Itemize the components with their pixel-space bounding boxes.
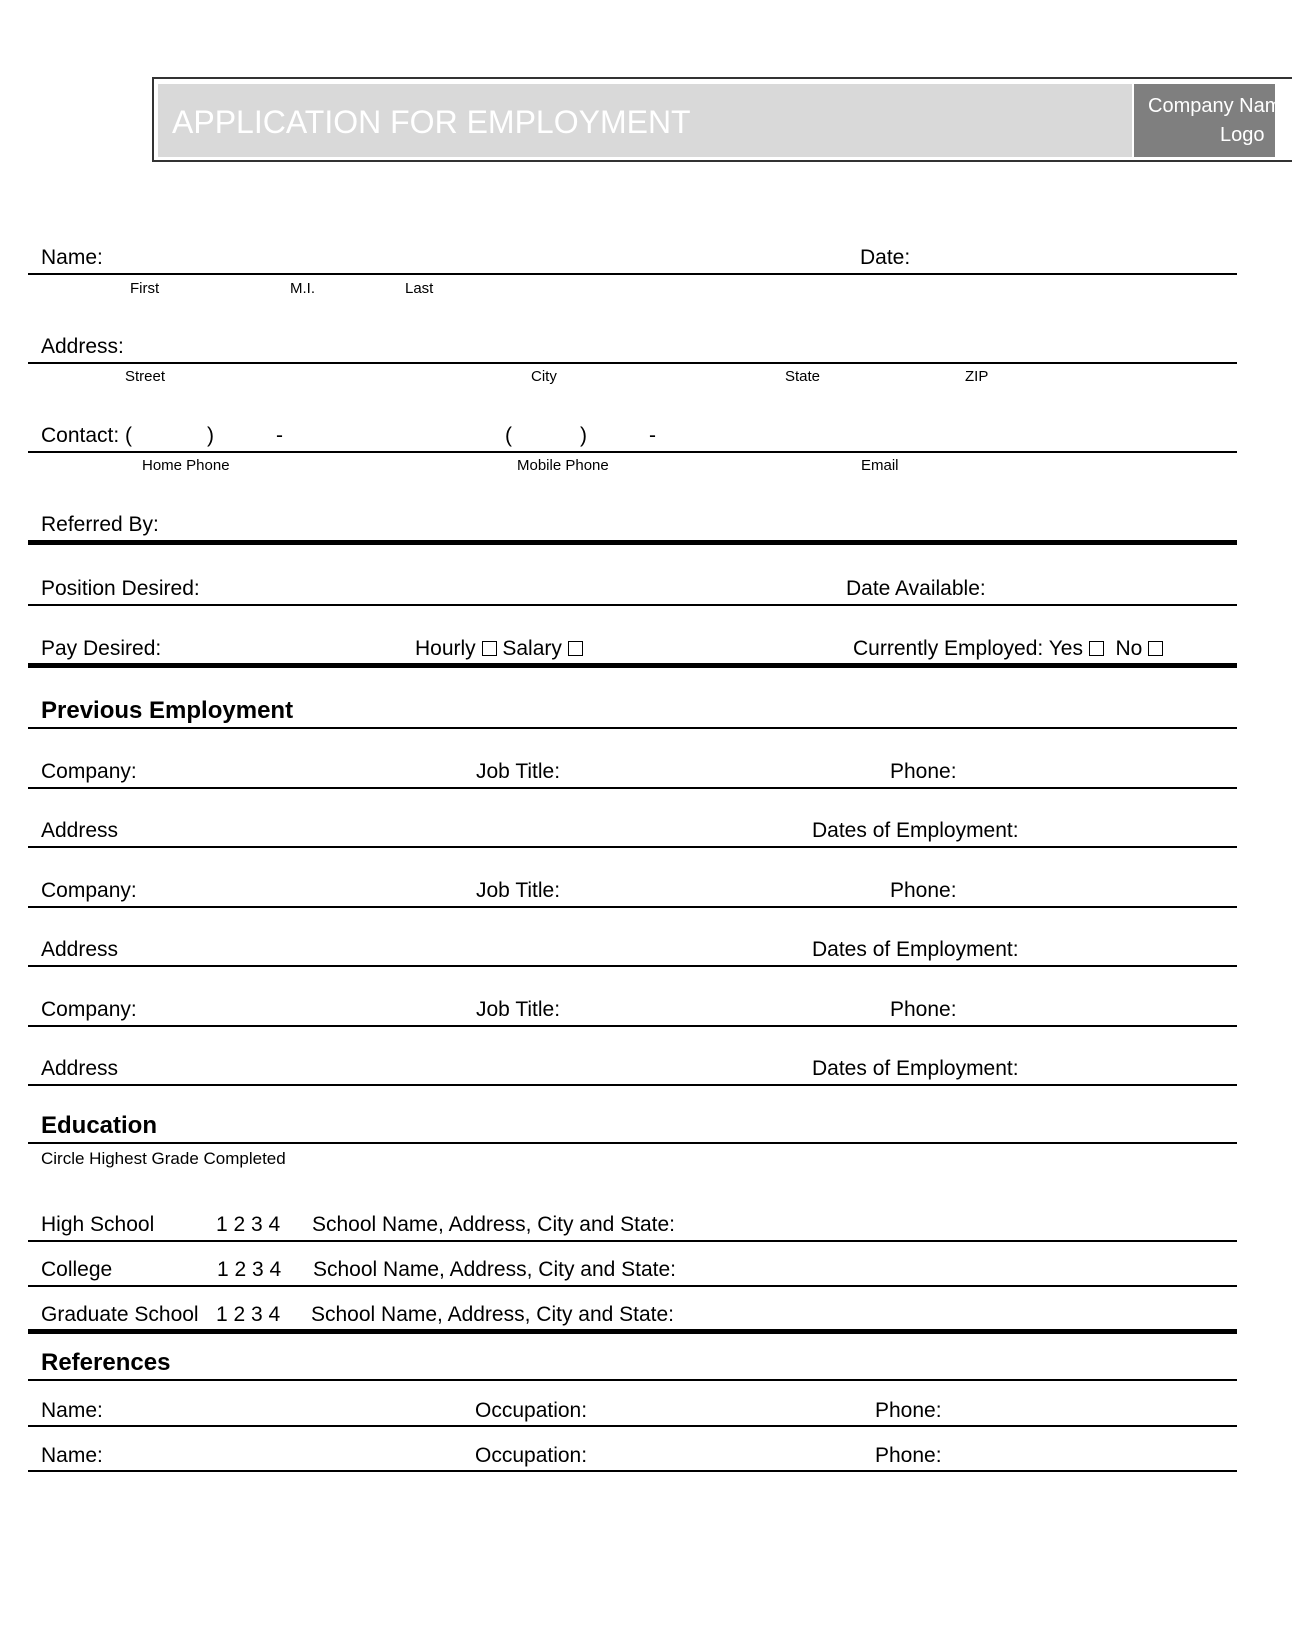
logo-line-2: Logo	[1220, 124, 1265, 146]
school-name-label: School Name, Address, City and State:	[312, 1213, 676, 1236]
middle-initial-caption: M.I.	[290, 280, 315, 297]
company-label: Company:	[41, 998, 137, 1021]
zip-caption: ZIP	[965, 368, 989, 385]
company-line[interactable]	[28, 1025, 1237, 1027]
company-address-line[interactable]	[28, 1084, 1237, 1086]
reference-phone-label: Phone:	[875, 1399, 942, 1422]
mobile-phone-dash: -	[649, 424, 656, 447]
form-title: APPLICATION FOR EMPLOYMENT	[172, 104, 691, 140]
mobile-area-open: (	[505, 424, 512, 447]
reference-name-label: Name:	[41, 1399, 103, 1422]
position-line[interactable]	[28, 604, 1237, 606]
graduate-school-line[interactable]	[28, 1329, 1237, 1334]
job-title-label: Job Title:	[476, 760, 561, 783]
job-title-label: Job Title:	[476, 998, 561, 1021]
date-label: Date:	[860, 246, 911, 269]
school-name-label: School Name, Address, City and State:	[311, 1303, 675, 1326]
state-caption: State	[785, 368, 821, 385]
grade-options[interactable]: 1 2 3 4	[217, 1258, 282, 1281]
company-label: Company:	[41, 760, 137, 783]
street-caption: Street	[125, 368, 166, 385]
home-phone-caption: Home Phone	[142, 457, 230, 474]
city-caption: City	[531, 368, 557, 385]
first-name-caption: First	[130, 280, 160, 297]
referred-by-line[interactable]	[28, 540, 1237, 545]
address-line[interactable]	[28, 362, 1237, 364]
email-caption: Email	[861, 457, 899, 474]
company-logo-placeholder	[1134, 84, 1293, 157]
referred-by-label: Referred By:	[41, 513, 159, 536]
education-level-label: Graduate School	[41, 1303, 199, 1326]
reference-line[interactable]	[28, 1425, 1237, 1427]
currently-employed-yes-label: Currently Employed: Yes	[853, 637, 1083, 660]
contact-label: Contact: (	[41, 424, 133, 447]
hourly-checkbox[interactable]	[482, 641, 497, 656]
references-rule	[28, 1379, 1237, 1381]
high-school-line[interactable]	[28, 1240, 1237, 1242]
reference-occupation-label: Occupation:	[475, 1444, 588, 1467]
date-available-label: Date Available:	[846, 577, 986, 600]
employed-no-label: No	[1115, 637, 1143, 660]
pay-type-group	[415, 637, 583, 661]
home-phone-dash: -	[276, 424, 283, 447]
previous-employment-rule	[28, 727, 1237, 729]
company-line[interactable]	[28, 906, 1237, 908]
position-desired-label: Position Desired:	[41, 577, 200, 600]
reference-occupation-label: Occupation:	[475, 1399, 588, 1422]
previous-employment-heading: Previous Employment	[41, 697, 294, 724]
education-level-label: High School	[41, 1213, 155, 1236]
pay-desired-label: Pay Desired:	[41, 637, 162, 660]
company-address-label: Address	[41, 938, 119, 961]
currently-employed-group	[853, 637, 1163, 661]
education-rule	[28, 1142, 1237, 1144]
mobile-phone-caption: Mobile Phone	[517, 457, 609, 474]
company-phone-label: Phone:	[890, 998, 957, 1021]
dates-of-employment-label: Dates of Employment:	[812, 938, 1019, 961]
salary-checkbox[interactable]	[568, 641, 583, 656]
hourly-label: Hourly	[415, 637, 476, 660]
college-line[interactable]	[28, 1285, 1237, 1287]
company-address-line[interactable]	[28, 965, 1237, 967]
contact-line[interactable]	[28, 451, 1237, 453]
company-address-line[interactable]	[28, 846, 1237, 848]
company-phone-label: Phone:	[890, 760, 957, 783]
education-level-label: College	[41, 1258, 113, 1281]
logo-line-1: Company Name	[1148, 95, 1293, 117]
grade-options[interactable]: 1 2 3 4	[216, 1303, 281, 1326]
reference-phone-label: Phone:	[875, 1444, 942, 1467]
last-name-caption: Last	[405, 280, 434, 297]
home-area-close: )	[207, 424, 214, 447]
circle-grade-note: Circle Highest Grade Completed	[41, 1149, 286, 1168]
school-name-label: School Name, Address, City and State:	[313, 1258, 677, 1281]
job-title-label: Job Title:	[476, 879, 561, 902]
employed-no-checkbox[interactable]	[1148, 641, 1163, 656]
dates-of-employment-label: Dates of Employment:	[812, 1057, 1019, 1080]
name-label: Name:	[41, 246, 103, 269]
salary-label: Salary	[502, 637, 562, 660]
mobile-area-close: )	[580, 424, 587, 447]
company-line[interactable]	[28, 787, 1237, 789]
company-address-label: Address	[41, 1057, 119, 1080]
pay-line[interactable]	[28, 663, 1237, 668]
company-address-label: Address	[41, 819, 119, 842]
company-phone-label: Phone:	[890, 879, 957, 902]
name-line[interactable]	[28, 273, 1237, 275]
employed-yes-checkbox[interactable]	[1089, 641, 1104, 656]
education-heading: Education	[41, 1112, 158, 1139]
dates-of-employment-label: Dates of Employment:	[812, 819, 1019, 842]
address-label: Address:	[41, 335, 124, 358]
references-heading: References	[41, 1349, 171, 1376]
reference-line[interactable]	[28, 1470, 1237, 1472]
reference-name-label: Name:	[41, 1444, 103, 1467]
company-label: Company:	[41, 879, 137, 902]
grade-options[interactable]: 1 2 3 4	[216, 1213, 281, 1236]
